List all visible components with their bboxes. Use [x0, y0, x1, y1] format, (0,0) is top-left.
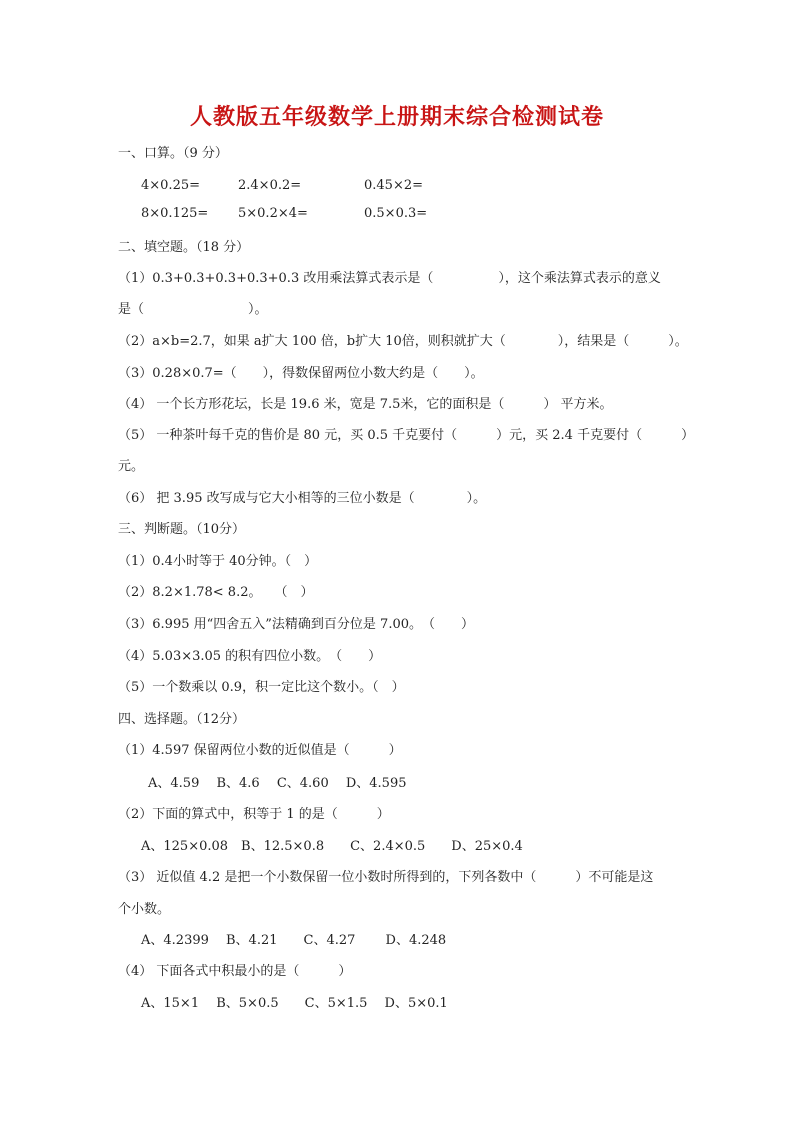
- choice-question-2: （2）下面的算式中，积等于 1 的是（ ）: [118, 807, 390, 822]
- oral-calc-item: 8×0.125=: [141, 206, 209, 221]
- choice-options-2: A、125×0.08 B、12.5×0.8 C、2.4×0.5 D、25×0.4: [141, 839, 523, 854]
- oral-calc-item: 5×0.2×4=: [238, 206, 308, 221]
- section-2-header: 二、填空题。（18 分）: [118, 240, 250, 255]
- oral-calc-item: 2.4×0.2=: [238, 178, 302, 193]
- judge-question-3: （3）6.995 用“四舍五入”法精确到百分位是 7.00。 （ ）: [118, 617, 474, 632]
- section-4-header: 四、选择题。（12分）: [118, 712, 246, 727]
- fill-question-1: （1）0.3+0.3+0.3+0.3+0.3 改用乘法算式表示是（ ），这个乘法算式表示的意义: [118, 271, 661, 286]
- choice-options-1: A、4.59 B、4.6 C、4.60 D、4.595: [148, 776, 407, 791]
- fill-question-4: （4） 一个长方形花坛，长是 19.6 米，宽是 7.5米，它的面积是（ ） 平方米。: [118, 397, 613, 412]
- fill-question-2: （2）a×b=2.7，如果 a扩大 100 倍，b扩大 10倍，则积就扩大（ ），结果是（ ）。: [118, 334, 688, 349]
- judge-question-2: （2）8.2×1.78< 8.2。 （ ）: [118, 585, 314, 600]
- oral-calc-item: 0.5×0.3=: [364, 206, 428, 221]
- judge-question-4: （4）5.03×3.05 的积有四位小数。 （ ）: [118, 649, 382, 664]
- fill-question-1-cont: 是（ ）。: [118, 302, 268, 317]
- fill-question-5-cont: 元。: [118, 459, 145, 474]
- choice-question-3-cont: 个小数。: [118, 902, 171, 917]
- choice-question-3: （3） 近似值 4.2 是把一个小数保留一位小数时所得到的，下列各数中（ ）不可能是这: [118, 870, 654, 885]
- choice-question-1: （1）4.597 保留两位小数的近似值是（ ）: [118, 743, 402, 758]
- choice-options-3: A、4.2399 B、4.21 C、4.27 D、4.248: [141, 933, 447, 948]
- choice-question-4: （4） 下面各式中积最小的是（ ）: [118, 964, 352, 979]
- section-3-header: 三、判断题。（10分）: [118, 522, 246, 537]
- fill-question-6: （6） 把 3.95 改写成与它大小相等的三位小数是（ ）。: [118, 491, 487, 506]
- choice-options-4: A、15×1 B、5×0.5 C、5×1.5 D、5×0.1: [141, 996, 448, 1011]
- judge-question-1: （1）0.4小时等于 40分钟。（ ）: [118, 554, 318, 569]
- judge-question-5: （5）一个数乘以 0.9，积一定比这个数小。（ ）: [118, 680, 405, 695]
- fill-question-5: （5） 一种茶叶每千克的售价是 80 元，买 0.5 千克要付（ ）元，买 2.4 千克要付（ ）: [118, 428, 695, 443]
- exam-title: 人教版五年级数学上册期末综合检测试卷: [189, 105, 604, 130]
- fill-question-3: （3）0.28×0.7=（ ），得数保留两位小数大约是（ ）。: [118, 366, 484, 381]
- oral-calc-item: 4×0.25=: [141, 178, 201, 193]
- section-1-header: 一、口算。（9 分）: [118, 146, 228, 161]
- oral-calc-item: 0.45×2=: [364, 178, 424, 193]
